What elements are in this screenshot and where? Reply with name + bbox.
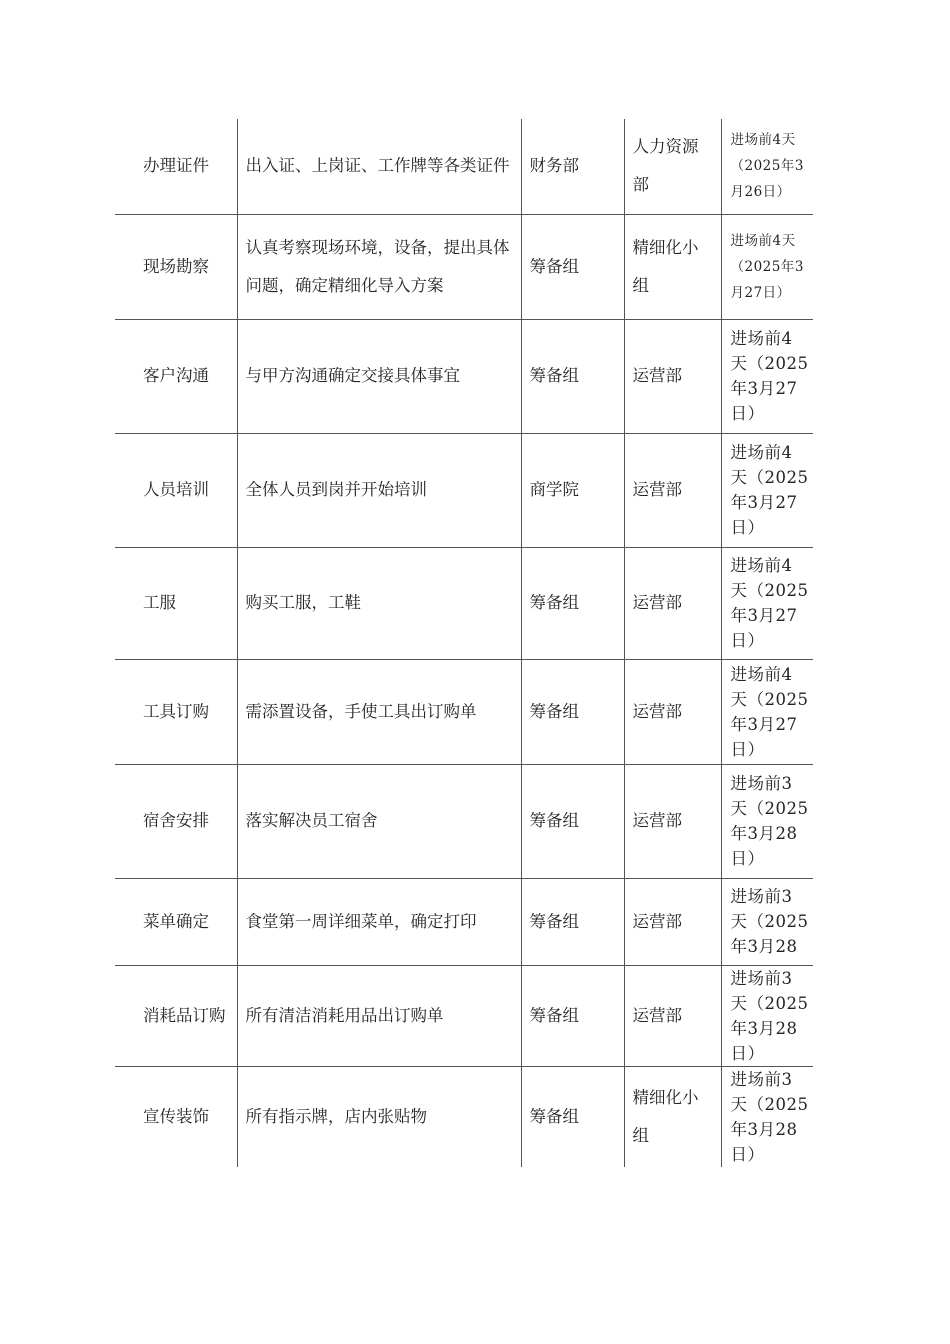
deadline-cell: 进场前4天（2025年3月27日） — [721, 659, 813, 764]
assist-dept-cell: 运营部 — [624, 547, 721, 659]
lead-dept-cell: 筹备组 — [521, 319, 624, 433]
table-row — [115, 878, 813, 965]
assist-dept-cell: 精细化小组 — [624, 214, 721, 319]
deadline-cell: 进场前4天（2025年3月26日） — [721, 119, 813, 214]
deadline-cell: 进场前3天（2025年3月28日） — [721, 764, 813, 878]
assist-dept-cell: 人力资源部 — [624, 119, 721, 214]
task-name-cell: 宣传装饰 — [115, 1066, 237, 1167]
task-name-cell: 办理证件 — [143, 156, 209, 176]
assist-dept-cell: 运营部 — [624, 319, 721, 433]
lead-dept-cell: 筹备组 — [521, 878, 624, 965]
task-name-cell: 工服 — [115, 547, 237, 659]
lead-dept-cell: 商学院 — [521, 433, 624, 547]
task-name-cell: 消耗品订购 — [115, 965, 237, 1066]
table-row — [115, 764, 813, 878]
task-content-cell: 全体人员到岗并开始培训 — [237, 433, 521, 547]
deadline-cell: 进场前4天（2025年3月27日） — [721, 547, 813, 659]
table-row — [115, 1066, 813, 1167]
table-row — [115, 547, 813, 659]
table-row — [115, 214, 813, 319]
lead-dept-cell: 财务部 — [521, 119, 624, 214]
deadline-cell: 进场前4天（2025年3月27日） — [721, 433, 813, 547]
assist-dept-cell: 精细化小组 — [624, 1066, 721, 1167]
lead-dept-cell: 筹备组 — [521, 547, 624, 659]
task-name-cell: 工具订购 — [115, 659, 237, 764]
table-row — [115, 319, 813, 433]
table-row — [115, 433, 813, 547]
task-content-cell: 购买工服，工鞋 — [237, 547, 521, 659]
task-content-cell: 与甲方沟通确定交接具体事宜 — [237, 319, 521, 433]
assist-dept-cell: 运营部 — [624, 764, 721, 878]
lead-dept-cell: 筹备组 — [521, 214, 624, 319]
task-content-cell: 需添置设备，手使工具出订购单 — [237, 659, 521, 764]
assist-dept-cell: 运营部 — [624, 878, 721, 965]
task-content-cell: 出入证、上岗证、工作牌等各类证件 — [237, 119, 521, 214]
deadline-cell: 进场前4天（2025年3月27日） — [721, 319, 813, 433]
lead-dept-cell: 筹备组 — [521, 965, 624, 1066]
table-row — [115, 965, 813, 1066]
table-row — [115, 119, 813, 214]
lead-dept-cell: 筹备组 — [521, 659, 624, 764]
deadline-cell: 进场前4天（2025年3月27日） — [721, 214, 813, 319]
task-name-cell: 菜单确定 — [115, 878, 237, 965]
table-row — [115, 659, 813, 764]
deadline-cell: 进场前3天（2025年3月28 — [721, 878, 813, 965]
task-name-cell: 客户沟通 — [115, 319, 237, 433]
preparation-schedule-table — [115, 119, 813, 1167]
lead-dept-cell: 筹备组 — [521, 764, 624, 878]
lead-dept-cell: 筹备组 — [521, 1066, 624, 1167]
assist-dept-cell: 运营部 — [624, 659, 721, 764]
task-content-cell: 食堂第一周详细菜单，确定打印 — [237, 878, 521, 965]
task-content-cell: 所有清洁消耗用品出订购单 — [237, 965, 521, 1066]
task-name-cell: 现场勘察 — [115, 214, 237, 319]
task-name-cell: 宿舍安排 — [115, 764, 237, 878]
assist-dept-cell: 运营部 — [624, 433, 721, 547]
deadline-cell: 进场前3天（2025年3月28日） — [721, 1066, 813, 1167]
deadline-cell: 进场前3天（2025年3月28日） — [721, 965, 813, 1066]
task-name-cell: 人员培训 — [115, 433, 237, 547]
task-content-cell: 落实解决员工宿舍 — [237, 764, 521, 878]
assist-dept-cell: 运营部 — [624, 965, 721, 1066]
task-content-cell: 所有指示牌，店内张贴物 — [237, 1066, 521, 1167]
task-content-cell: 认真考察现场环境，设备，提出具体问题，确定精细化导入方案 — [237, 214, 521, 319]
